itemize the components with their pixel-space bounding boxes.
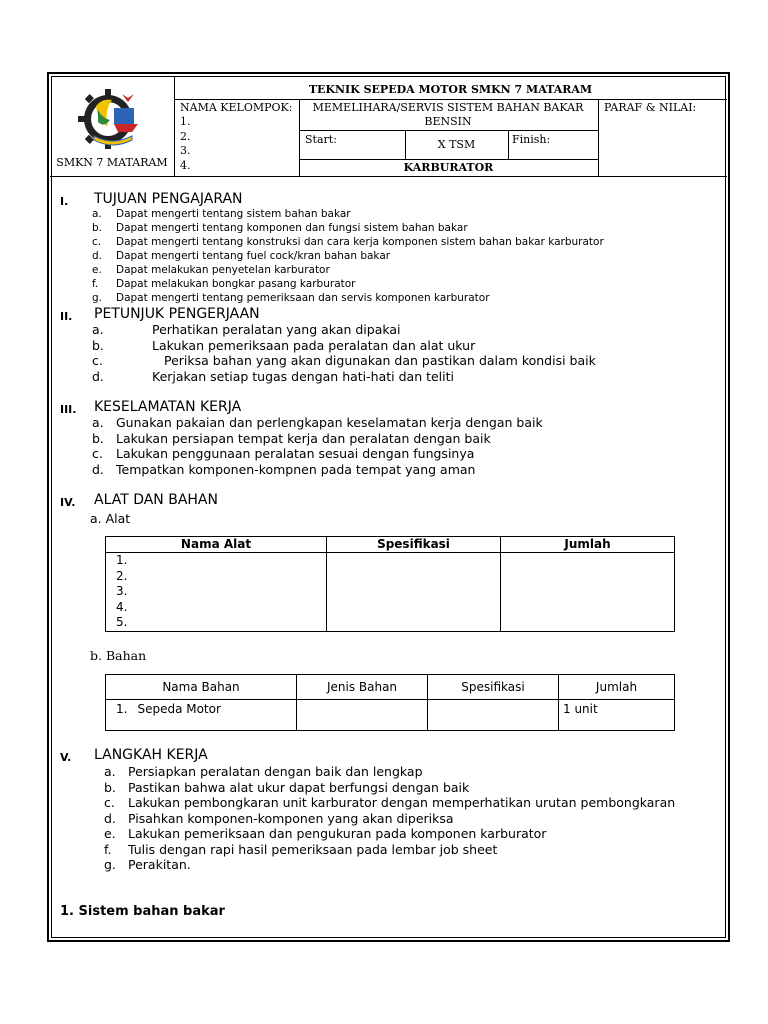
list-item: c. Lakukan pembongkaran unit karburator dengan memperhatikan urutan pembongkaran — [104, 795, 676, 810]
list-item: a. Perhatikan peralatan yang akan dipakai — [92, 322, 401, 337]
list-item: f. Dapat melakukan bongkar pasang karburator — [92, 278, 356, 290]
bahan-table — [105, 674, 675, 731]
alat-table — [105, 536, 675, 632]
instruction-list — [92, 322, 596, 384]
list-item: b. Dapat mengerti tentang komponen dan fungsi sistem bahan bakar — [92, 222, 468, 234]
list-item: b. Lakukan pemeriksaan pada peralatan dan alat ukur — [92, 337, 476, 353]
group-label: NAMA KELOMPOK: — [180, 101, 293, 114]
list-item: c. Lakukan penggunaan peralatan sesuai dengan fungsinya — [92, 446, 475, 461]
group-number: 2. — [180, 129, 191, 143]
table-header-row — [106, 537, 675, 553]
material-qty-cell: 1 unit — [559, 700, 675, 731]
list-item: d. Kerjakan setiap tugas dengan hati-hati dan teliti — [92, 368, 454, 384]
group-number-list — [180, 115, 191, 173]
list-item: d. Pisahkan komponen-komponen yang akan diperiksa — [104, 810, 454, 826]
safety-list — [92, 415, 543, 477]
list-item: e. Dapat melakukan penyetelan karburator — [92, 264, 330, 276]
subsection-heading: 1. Sistem bahan bakar — [60, 904, 225, 919]
list-item: d. Tempatkan komponen-kompnen pada tempat yang aman — [92, 461, 476, 477]
column-header: Nama Bahan — [106, 675, 297, 700]
header-title: TEKNIK SEPEDA MOTOR SMKN 7 MATARAM — [308, 83, 593, 96]
section-number: II. — [60, 310, 73, 323]
list-item: a. Persiapkan peralatan dengan baik dan lengkap — [104, 764, 423, 779]
sign-label: PARAF & NILAI: — [604, 101, 697, 114]
material-type-cell — [297, 700, 428, 731]
list-item: b. Pastikan bahwa alat ukur dapat berfungsi dengan baik — [104, 779, 470, 795]
column-header: Spesifikasi — [327, 537, 501, 553]
list-item: f. Tulis dengan rapi hasil pemeriksaan pada lembar job sheet — [104, 841, 498, 857]
section-title: PETUNJUK PENGERJAAN — [94, 306, 260, 322]
section-title: ALAT DAN BAHAN — [94, 492, 218, 508]
row-number: 4. — [116, 599, 128, 614]
group-number: 4. — [180, 158, 191, 172]
list-item: g. Perakitan. — [104, 857, 191, 872]
section-number: III. — [60, 403, 77, 416]
list-item: g. Dapat mengerti tentang pemeriksaan dan servis komponen karburator — [92, 292, 490, 304]
group-number: 3. — [180, 144, 191, 157]
column-header: Jumlah — [559, 675, 675, 700]
column-header: Spesifikasi — [428, 675, 559, 700]
row-number: 3. — [116, 584, 128, 598]
table-row — [106, 700, 675, 731]
list-item: a. Gunakan pakaian dan perlengkapan keselamatan kerja dengan baik — [92, 415, 543, 430]
start-label: Start: — [305, 133, 337, 146]
school-logo — [78, 86, 150, 152]
section-title: TUJUAN PENGAJARAN — [94, 191, 243, 207]
section-number: I. — [60, 195, 69, 208]
qty-cell — [501, 553, 675, 632]
row-number: 2. — [116, 568, 128, 583]
tool-number-cell — [106, 553, 327, 632]
table-row — [106, 553, 675, 632]
component-name: KARBURATOR — [403, 161, 494, 174]
alat-label: a. Alat — [90, 511, 131, 526]
task-title: MEMELIHARA/SERVIS SISTEM BAHAN BAKAR BENSIN — [312, 101, 584, 128]
table-header-row — [106, 675, 675, 700]
material-spec-cell — [428, 700, 559, 731]
list-item: e. Lakukan pemeriksaan dan pengukuran pada komponen karburator — [104, 826, 547, 841]
list-item: b. Lakukan persiapan tempat kerja dan peralatan dengan baik — [92, 430, 491, 446]
column-header: Jenis Bahan — [297, 675, 428, 700]
class-value: X TSM — [437, 138, 476, 151]
list-item: d. Dapat mengerti tentang fuel cock/kran bahan bakar — [92, 250, 391, 262]
list-item: a. Dapat mengerti tentang sistem bahan bakar — [92, 208, 351, 220]
group-number: 1. — [180, 115, 191, 128]
logo-caption: SMKN 7 MATARAM — [56, 156, 168, 169]
section-title: KESELAMATAN KERJA — [94, 399, 242, 415]
list-item: c. Dapat mengerti tentang konstruksi dan cara kerja komponen sistem bahan bakar karburator — [92, 236, 604, 248]
section-number: V. — [60, 751, 72, 764]
steps-list — [104, 764, 675, 873]
row-number: 5. — [116, 615, 128, 629]
column-header: Jumlah — [501, 537, 675, 553]
column-header: Nama Alat — [106, 537, 327, 553]
row-number: 1. — [116, 553, 128, 567]
finish-label: Finish: — [512, 133, 551, 146]
section-number: IV. — [60, 496, 76, 509]
list-item: c. Periksa bahan yang akan digunakan dan pastikan dalam kondisi baik — [92, 353, 596, 368]
bahan-label: b. Bahan — [90, 648, 147, 663]
spec-cell — [327, 553, 501, 632]
material-name-cell: 1. Sepeda Motor — [106, 700, 297, 731]
objective-list — [92, 207, 604, 305]
section-title: LANGKAH KERJA — [94, 747, 208, 763]
